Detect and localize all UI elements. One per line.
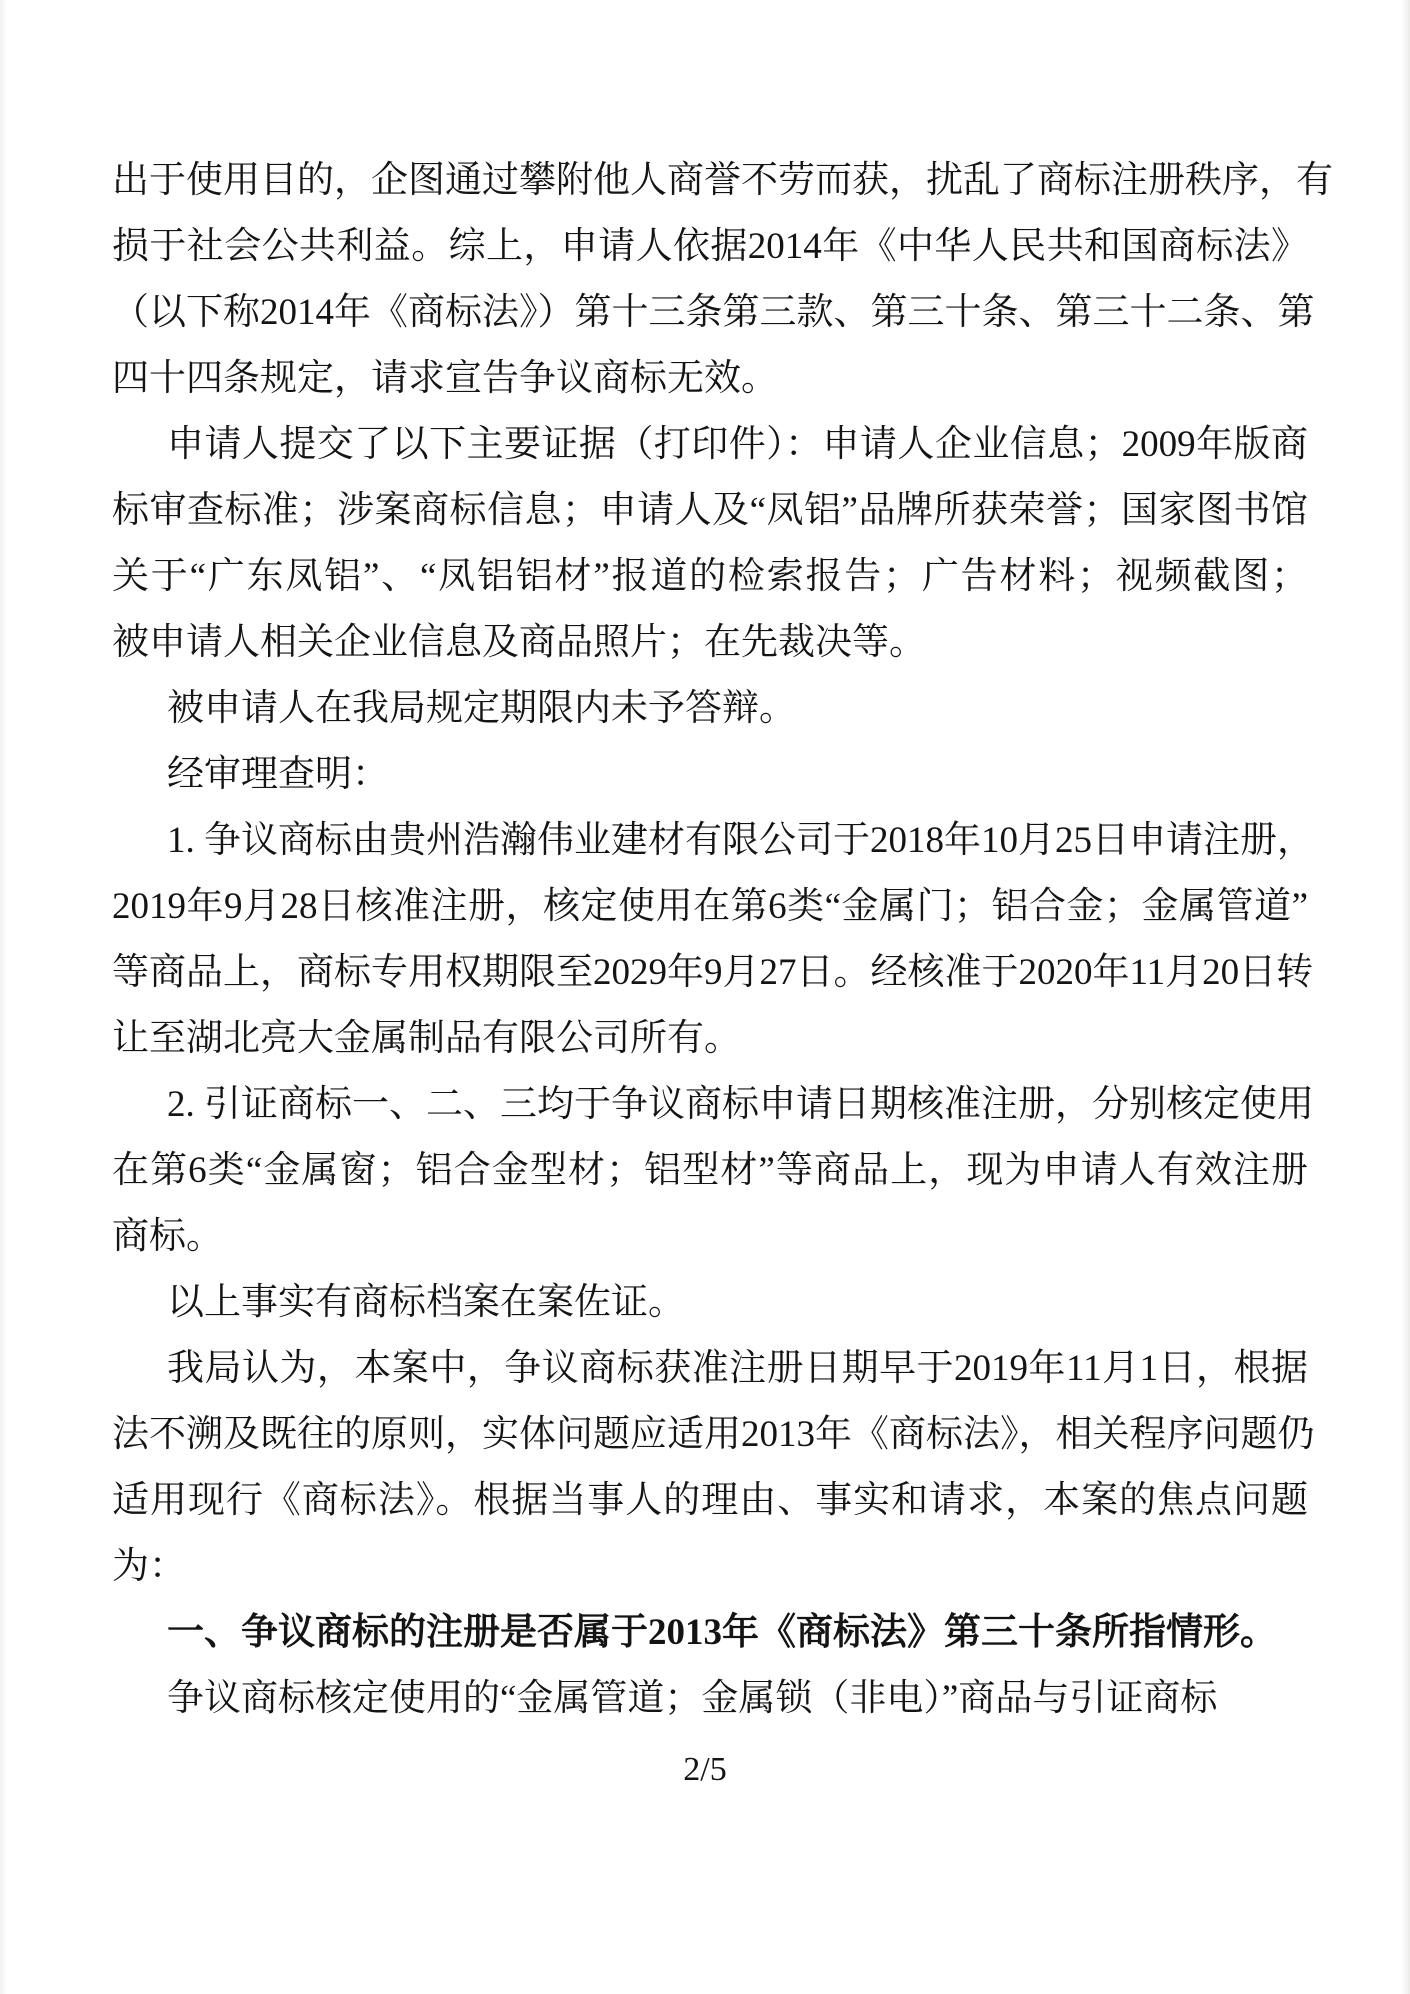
text-line: 关于“广东凤铝”、“凤铝铝材”报道的检索报告；广告材料；视频截图； xyxy=(112,556,1308,597)
text-line: （以下称2014年《商标法》）第十三条第三款、第三十条、第三十二条、第 xyxy=(112,292,1315,333)
text-line: 标审查标准；涉案商标信息；申请人及“凤铝”品牌所获荣誉；国家图书馆 xyxy=(112,490,1308,531)
text-line: 申请人提交了以下主要证据（打印件）：申请人企业信息；2009年版商 xyxy=(167,424,1308,465)
text-line: 争议商标核定使用的“金属管道；金属锁（非电）”商品与引证商标 xyxy=(167,1678,1218,1719)
text-line: 2019年9月28日核准注册，核定使用在第6类“金属门；铝合金；金属管道” xyxy=(112,886,1308,927)
text-line: 四十四条规定，请求宣告争议商标无效。 xyxy=(112,358,778,399)
text-line: 经审理查明： xyxy=(167,754,389,795)
text-line: 我局认为，本案中，争议商标获准注册日期早于2019年11月1日，根据 xyxy=(167,1348,1308,1389)
text-line: 法不溯及既往的原则，实体问题应适用2013年《商标法》，相关程序问题仍 xyxy=(112,1414,1315,1455)
text-line: 损于社会公共利益。综上，申请人依据2014年《中华人民共和国商标法》 xyxy=(112,226,1308,267)
text-line: 让至湖北亮大金属制品有限公司所有。 xyxy=(112,1018,741,1059)
text-line: 在第6类“金属窗；铝合金型材；铝型材”等商品上，现为申请人有效注册 xyxy=(112,1150,1308,1191)
text-line: 等商品上，商标专用权期限至2029年9月27日。经核准于2020年11月20日转 xyxy=(112,952,1314,993)
text-line: 被申请人相关企业信息及商品照片；在先裁决等。 xyxy=(112,622,926,663)
text-line: 1. 争议商标由贵州浩瀚伟业建材有限公司于2018年10月25日申请注册， xyxy=(167,820,1314,861)
text-line-heading: 一、争议商标的注册是否属于2013年《商标法》第三十条所指情形。 xyxy=(167,1612,1277,1653)
text-line: 2. 引证商标一、二、三均于争议商标申请日期核准注册，分别核定使用 xyxy=(167,1084,1314,1125)
text-line: 出于使用目的，企图通过攀附他人商誉不劳而获，扰乱了商标注册秩序，有 xyxy=(112,160,1333,201)
scan-edge-right xyxy=(1401,0,1410,1994)
text-line: 商标。 xyxy=(112,1216,223,1257)
text-line: 适用现行《商标法》。根据当事人的理由、事实和请求，本案的焦点问题 xyxy=(112,1480,1308,1521)
text-line: 以上事实有商标档案在案佐证。 xyxy=(167,1282,685,1323)
document-body xyxy=(112,148,1333,1732)
scan-edge-left xyxy=(0,0,7,1994)
text-line: 为： xyxy=(112,1546,186,1587)
page-number: 2/5 xyxy=(683,1751,727,1788)
text-line: 被申请人在我局规定期限内未予答辩。 xyxy=(167,688,796,729)
